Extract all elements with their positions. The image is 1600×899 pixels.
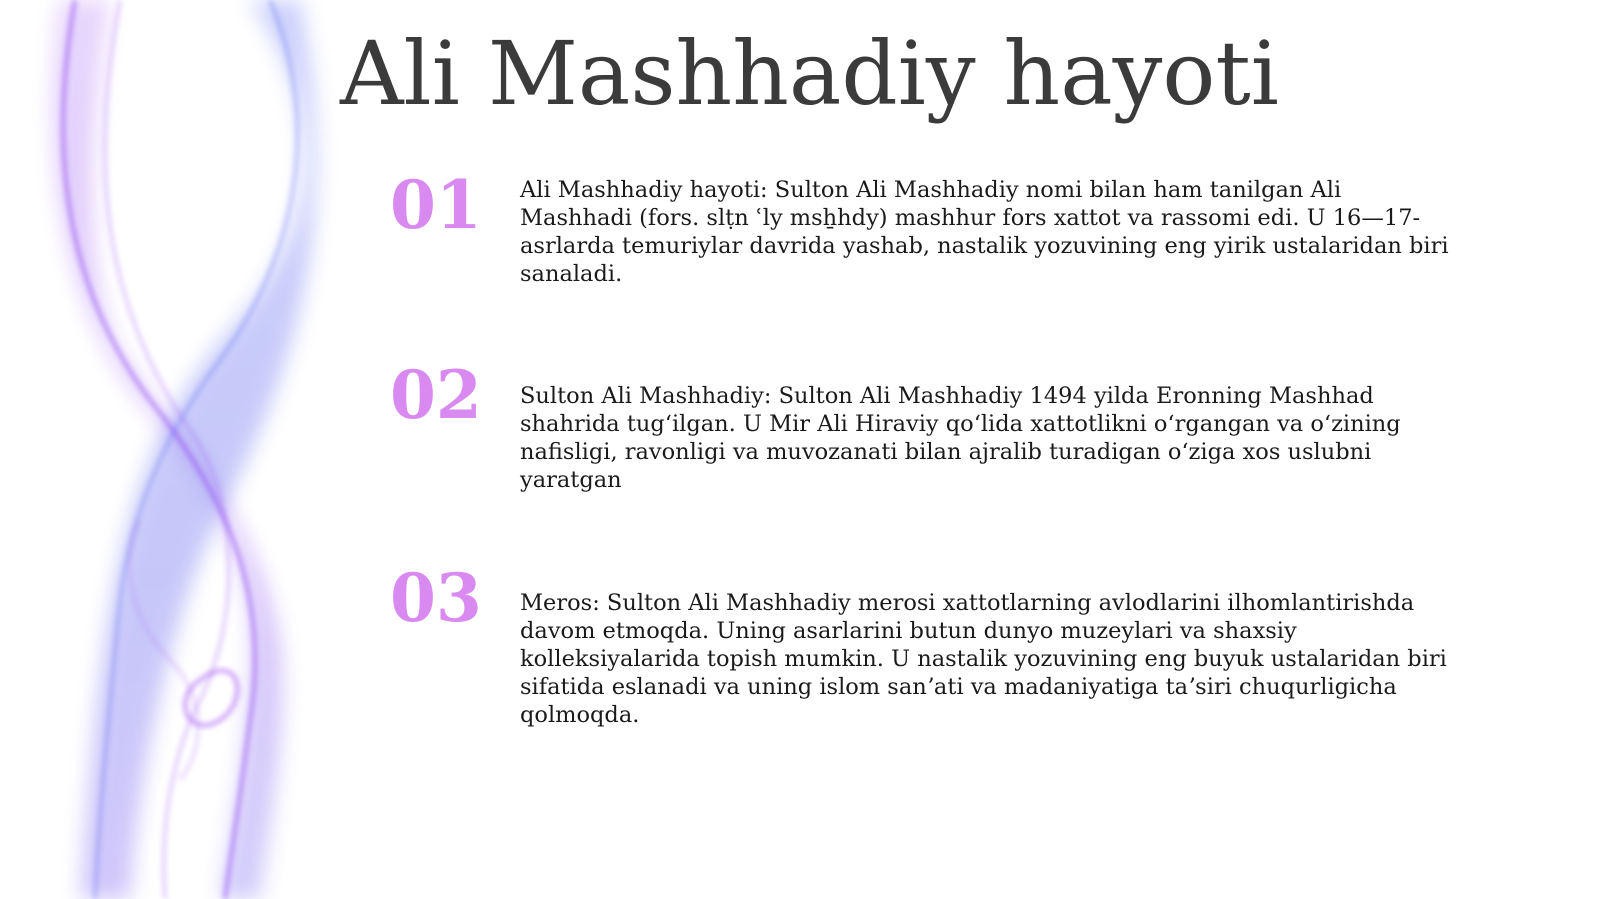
item-number: 02: [390, 356, 482, 434]
item-number: 03: [390, 559, 482, 637]
item-text: Meros: Sulton Ali Mashhadiy merosi xattotlarning avlodlarini ilhomlantirishda davom etmoqda. Uning asarlarini butun dunyo muzeylari va shaxsiy kolleksiyalarida topish mumkin. U nastalik yozuvining eng buyuk ustalaridan biri sifatida eslanadi va uning islom sanʼati va madaniyatiga taʼsiri chuqurligicha qolmoqda.: [520, 590, 1447, 728]
item-text: Ali Mashhadiy hayoti: Sulton Ali Mashhadiy nomi bilan ham tanilgan Ali Mashhadi (fors. slṭn ʿly msẖhdy) mashhur fors xattot va rassomi edi. U 16—17-asrlarda temuriylar davrida yashab, nastalik yozuvining eng yirik ustalaridan biri sanaladi.: [520, 177, 1449, 287]
slide-title: Ali Mashhadiy hayoti: [340, 22, 1279, 125]
item-text: Sulton Ali Mashhadiy: Sulton Ali Mashhadiy 1494 yilda Eronning Mashhad shahrida tugʻilgan. U Mir Ali Hiraviy qoʻlida xattotlikni oʻrgangan va oʻzining nafisligi, ravonligi va muvozanati bilan ajralib turadigan oʻziga xos uslubni yaratgan: [520, 383, 1401, 493]
item-number: 01: [390, 166, 482, 244]
purple-smoke-decoration: [0, 0, 380, 899]
